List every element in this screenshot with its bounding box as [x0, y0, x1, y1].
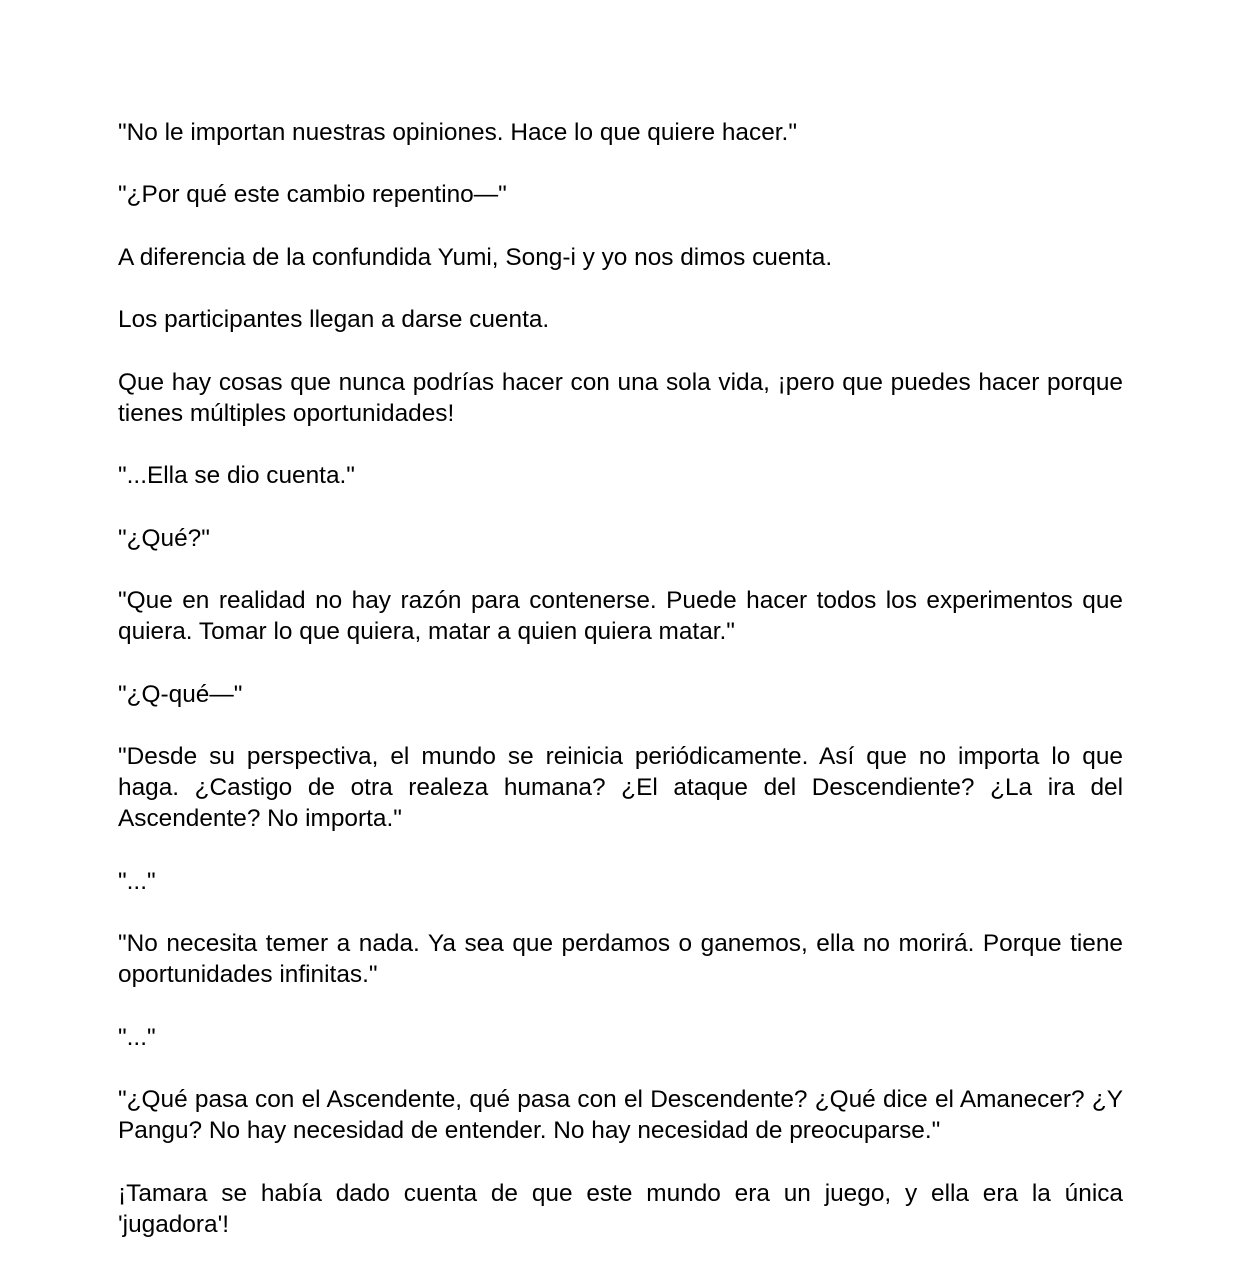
paragraph: "..." [118, 867, 156, 895]
paragraph: "¿Por qué este cambio repentino—" [118, 181, 507, 209]
document-body [118, 117, 1123, 1240]
paragraph: "¿Qué?" [118, 524, 210, 552]
paragraph: "No le importan nuestras opiniones. Hace lo que quiere hacer." [118, 119, 797, 146]
paragraph: Los participantes llegan a darse cuenta. [118, 306, 550, 334]
paragraph: A diferencia de la confundida Yumi, Song-i y yo nos dimos cuenta. [118, 243, 833, 271]
paragraph: "...Ella se dio cuenta." [118, 462, 355, 490]
paragraph: Que hay cosas que nunca podrías hacer con una sola vida, ¡pero que puedes hacer porque tienes múltiples oportunidades! [118, 368, 1123, 427]
paragraph: "¿Q-qué—" [118, 680, 243, 708]
paragraph: "..." [118, 1023, 156, 1051]
paragraph: "No necesita temer a nada. Ya sea que perdamos o ganemos, ella no morirá. Porque tiene oportunidades infinitas." [118, 930, 1123, 989]
paragraph: "Que en realidad no hay razón para contenerse. Puede hacer todos los experimentos que quiera. Tomar lo que quiera, matar a quien quiera matar." [118, 586, 1123, 646]
paragraph: ¡Tamara se había dado cuenta de que este mundo era un juego, y ella era la única 'jugadora'! [118, 1179, 1123, 1238]
paragraph: "Desde su perspectiva, el mundo se reinicia periódicamente. Así que no importa lo que haga. ¿Castigo de otra realeza humana? ¿El ataque del Descendiente? ¿La ira del Ascendente? No importa." [118, 742, 1123, 833]
paragraph: "¿Qué pasa con el Ascendente, qué pasa con el Descendente? ¿Qué dice el Amanecer? ¿Y Pangu? No hay necesidad de entender. No hay necesidad de preocuparse." [118, 1086, 1123, 1145]
